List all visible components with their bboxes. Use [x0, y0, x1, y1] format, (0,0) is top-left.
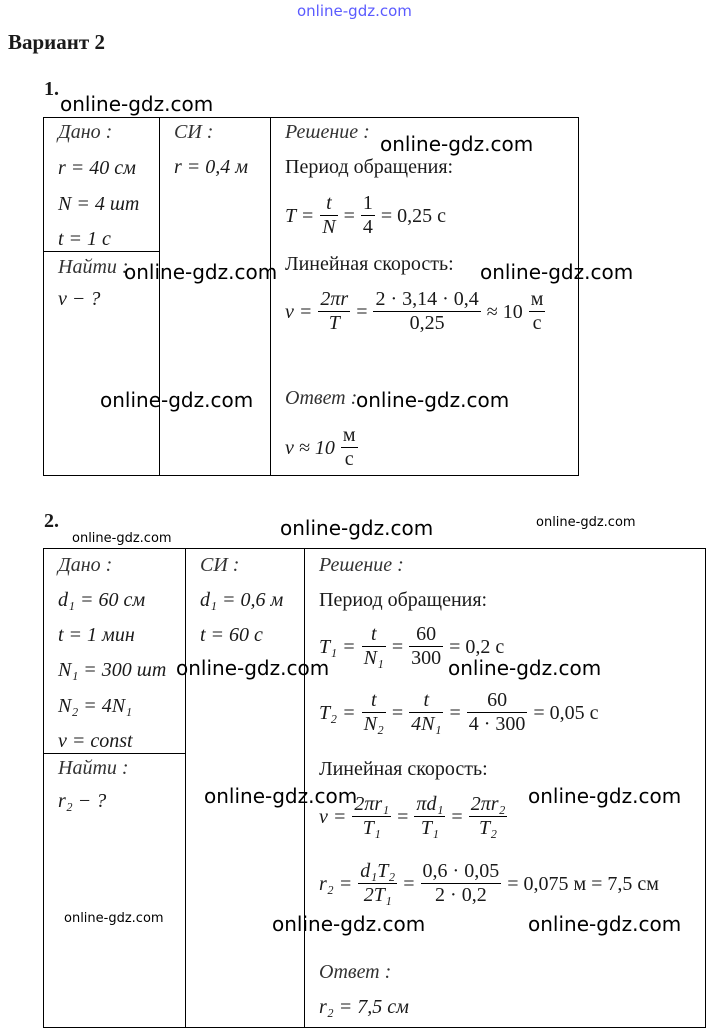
watermark: online-gdz.com: [536, 515, 636, 530]
numerator: 60: [409, 623, 443, 647]
header-watermark: online-gdz.com: [297, 2, 412, 20]
denominator: с: [532, 312, 542, 334]
numerator: d₁T₂: [360, 860, 396, 882]
numerator: м: [342, 424, 356, 446]
numerator: 2πr₂: [470, 793, 506, 815]
formula-result: = 0,075 м = 7,5 см: [507, 872, 659, 895]
task2-otvet-header: Ответ :: [319, 961, 392, 983]
denominator: N: [322, 216, 336, 238]
task1-given-n: N = 4 шт: [58, 193, 140, 215]
formula-lhs: T₁ =: [319, 635, 356, 658]
task2-given-t: t = 1 мин: [58, 624, 135, 646]
task2-dano-header: Дано :: [58, 554, 113, 576]
fraction: [352, 793, 391, 840]
fraction: [361, 192, 375, 239]
watermark: online-gdz.com: [380, 132, 534, 156]
task1-reshenie-header: Решение :: [285, 121, 370, 143]
task2-naiti-header: Найти :: [58, 757, 129, 779]
numerator: t: [362, 689, 386, 713]
task1-dano-header: Дано :: [58, 121, 113, 143]
task2-speed-label: Линейная скорость:: [319, 758, 488, 780]
formula-lhs: r₂ =: [319, 872, 353, 895]
fraction: [409, 623, 443, 670]
watermark: online-gdz.com: [528, 784, 682, 808]
denominator: T₁: [362, 817, 381, 839]
task1-otvet-header: Ответ :: [285, 387, 358, 409]
task1-divider-1: [159, 117, 160, 476]
task2-given-d1: d₁ = 60 см: [58, 589, 146, 611]
task2-period-label: Период обращения:: [319, 589, 488, 611]
fraction: [362, 623, 386, 670]
unit-fraction: [341, 424, 358, 471]
fraction: [358, 860, 397, 907]
denominator: N₂: [363, 713, 384, 735]
fraction: [409, 689, 443, 736]
denominator: N₁: [363, 647, 384, 669]
denominator: 2 · 0,2: [435, 884, 487, 906]
numerator: 2 · 3,14 · 0,4: [375, 288, 479, 310]
watermark: online-gdz.com: [272, 912, 426, 936]
task1-si-r: r = 0,4 м: [174, 156, 249, 178]
task1-speed-formula: v = $\frac{2\pi r}{T}$ = $\frac{2 \cdot 3,14 \cdot 0,4}{0,25}$ ≈ 10 $\frac{м}{с}$: [285, 288, 544, 334]
watermark: online-gdz.com: [356, 388, 510, 412]
fraction: [467, 689, 528, 736]
variant-title: Вариант 2: [8, 30, 105, 54]
task1-given-t: t = 1 с: [58, 228, 111, 250]
task2-t1-formula: T₁ = $\frac{t}{\text{N₁}}$ = $\frac{60}{300}$ = 0,2 с: [319, 623, 505, 669]
fraction: [421, 860, 502, 907]
formula-lhs: v =: [319, 805, 347, 828]
fraction: [414, 793, 445, 840]
answer-value: v ≈ 10: [285, 436, 335, 459]
numerator: м: [530, 288, 544, 310]
task1-given-divider: [43, 251, 160, 252]
task2-si-t: t = 60 с: [200, 624, 263, 646]
denominator: 4: [362, 216, 373, 238]
task2-number: 2.: [44, 510, 59, 532]
task1-speed-label: Линейная скорость:: [285, 253, 454, 275]
formula-lhs: T₂ =: [319, 701, 356, 724]
fraction: [318, 288, 350, 335]
formula-lhs: v =: [285, 300, 313, 323]
task2-find: r₂ − ?: [58, 790, 107, 812]
numerator: 1: [362, 192, 373, 214]
denominator: 4N₁: [411, 713, 442, 735]
watermark: online-gdz.com: [528, 912, 682, 936]
task2-given-n2: N₂ = 4N₁: [58, 695, 133, 717]
watermark: online-gdz.com: [64, 911, 164, 926]
denominator: 0,25: [409, 312, 445, 334]
denominator: с: [344, 448, 354, 470]
watermark: online-gdz.com: [448, 656, 602, 680]
watermark: online-gdz.com: [204, 784, 358, 808]
task2-answer: r₂ = 7,5 см: [319, 996, 409, 1018]
fraction: [469, 793, 508, 840]
fraction: [373, 288, 480, 335]
task2-si-header: СИ :: [200, 554, 240, 576]
watermark: online-gdz.com: [60, 92, 214, 116]
formula-result: ≈ 10: [486, 300, 523, 323]
numerator: πd₁: [416, 793, 444, 815]
denominator: 300: [411, 647, 442, 669]
task2-r2-formula: r₂ = $\frac{\text{d₁T₂}}{\text{2T₁}}$ = $\frac{0,6 \cdot 0,05}{2 \cdot 0,2}$ = 0,075 м = 7,5 см: [319, 860, 659, 906]
task2-given-v: v = const: [58, 730, 133, 752]
numerator: t: [409, 689, 443, 713]
numerator: 2πr₁: [354, 793, 390, 815]
task2-si-d1: d₁ = 0,6 м: [200, 589, 284, 611]
task1-naiti-header: Найти :: [58, 256, 129, 278]
watermark: online-gdz.com: [480, 260, 634, 284]
numerator: 2πr: [320, 288, 349, 310]
task1-period-formula: T = $\frac{t}{N}$ = $\frac{1}{4}$ = 0,25 с: [285, 192, 447, 238]
watermark: online-gdz.com: [176, 656, 330, 680]
task2-given-divider: [43, 753, 186, 754]
watermark: online-gdz.com: [72, 531, 172, 546]
numerator: 60: [467, 689, 528, 713]
formula-result: = 0,05 с: [533, 701, 599, 724]
denominator: T: [328, 312, 340, 334]
numerator: t: [362, 623, 386, 647]
task2-given-n1: N₁ = 300 шт: [58, 659, 167, 681]
task2-divider-1: [185, 548, 186, 1028]
denominator: 2T₁: [363, 884, 392, 906]
task1-find: v − ?: [58, 288, 101, 310]
task1-given-r: r = 40 см: [58, 157, 136, 179]
task1-number: 1.: [44, 78, 59, 100]
numerator: t: [320, 192, 337, 216]
task1-period-label: Период обращения:: [285, 156, 454, 178]
formula-lhs: T =: [285, 204, 315, 227]
unit-fraction: [529, 288, 546, 335]
task1-si-header: СИ :: [174, 121, 214, 143]
task2-v-formula: v = $\frac{\text{2πr₁}}{\text{T₁}}$ = $\frac{\text{πd₁}}{\text{T₁}}$ = $\frac{\text{2πr₂}}{\text{T₂}}$: [319, 793, 506, 839]
watermark: online-gdz.com: [280, 516, 434, 540]
denominator: 4 · 300: [468, 713, 526, 735]
denominator: T₁: [420, 817, 439, 839]
task2-t2-formula: T₂ = $\frac{t}{\text{N₂}}$ = $\frac{t}{\text{4N₁}}$ = $\frac{60}{4 \cdot 300}$ = 0,05 с: [319, 689, 599, 735]
watermark: online-gdz.com: [124, 260, 278, 284]
fraction: [362, 689, 386, 736]
fraction: [320, 192, 337, 239]
formula-result: = 0,25 с: [380, 204, 447, 227]
task1-divider-2: [270, 117, 271, 476]
task2-reshenie-header: Решение :: [319, 554, 404, 576]
numerator: 0,6 · 0,05: [422, 860, 500, 882]
denominator: T₂: [479, 817, 498, 839]
watermark: online-gdz.com: [100, 388, 254, 412]
formula-result: = 0,2 с: [449, 635, 505, 658]
task1-answer: [285, 424, 358, 471]
